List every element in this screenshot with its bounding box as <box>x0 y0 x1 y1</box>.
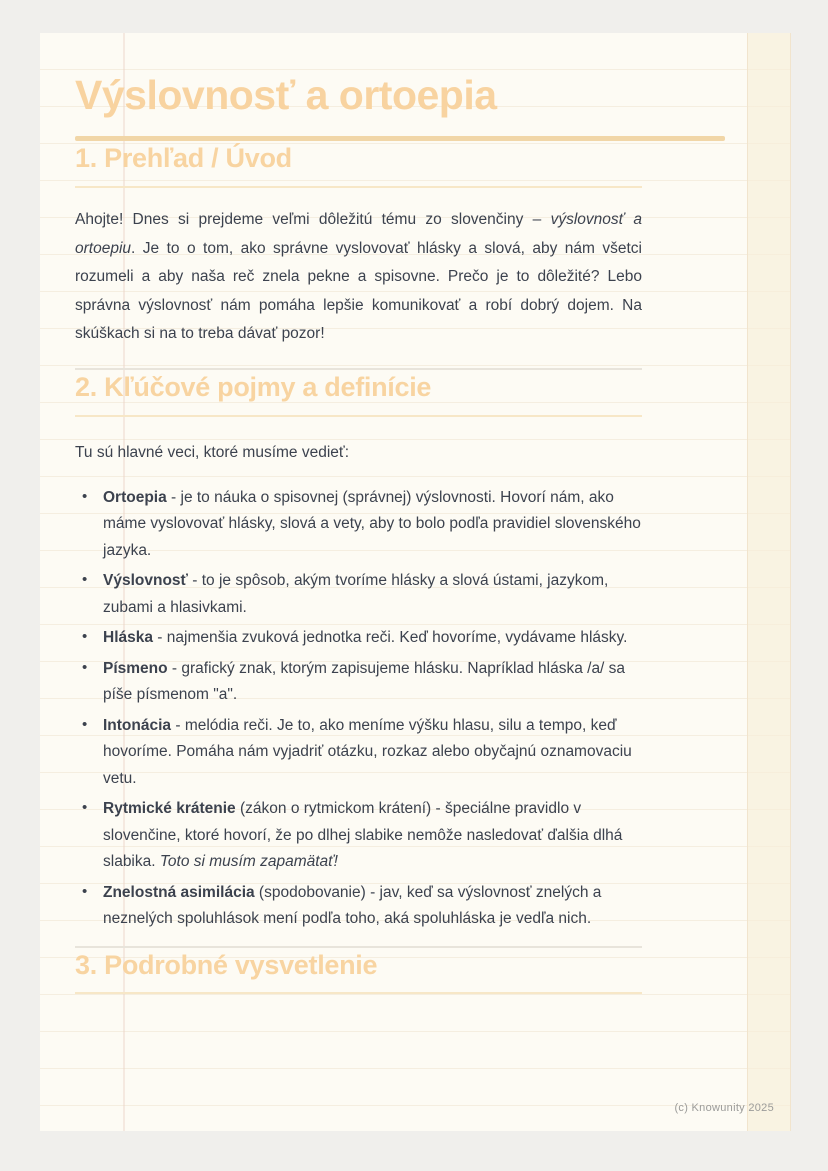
list-item-body <box>103 629 627 646</box>
overview-paragraph <box>75 206 642 349</box>
item-text: (zákon o rytmickom krátení) - špeciálne pravidlo v slovenčine, ktoré hovorí, že po dlhej slabike nemôže nasledovať ďalšia dlhá slabika. <box>103 800 623 870</box>
bullet-list <box>75 485 642 933</box>
list-item-body <box>103 660 625 704</box>
note-card <box>40 33 791 1131</box>
bullet-icon: • <box>82 799 88 816</box>
intro-text: Tu sú hlavné veci, ktoré musíme vedieť: <box>75 443 350 461</box>
term-text: Znelostná asimilácia <box>103 883 255 901</box>
notebook-margin-column <box>747 33 791 1131</box>
paragraph-italic-text: výslovnosť a ortoepiu <box>75 211 643 257</box>
section-detailed-explanation <box>75 948 642 994</box>
list-item <box>75 625 642 652</box>
list-item-body <box>103 489 641 559</box>
bullet-icon: • <box>82 658 88 676</box>
paragraph-text: . Je to o tom, ako správne vyslovovať hlásky a slová, aby nám všetci rozumeli a aby naša reč znela pekne a spisovne. Prečo je to dôležité? Lebo správna výslovnosť nám pomáha lepšie komunikovať a robí dobrý dojem. Na skúškach si na to treba dávať pozor! <box>75 239 642 342</box>
bullet-icon: • <box>82 628 88 645</box>
list-item <box>75 568 642 621</box>
bullet-icon: • <box>82 715 88 733</box>
list-item <box>75 796 642 876</box>
section-heading-overview: 1. Prehľad / Úvod <box>75 143 292 173</box>
term-text: Hláska <box>103 629 153 646</box>
term-text: Rytmické krátenie <box>103 800 236 817</box>
item-text: - grafický znak, ktorým zapisujeme hlásku. Napríklad hláska /a/ sa píše písmenom "a". <box>103 659 626 703</box>
term-text: Písmeno <box>103 659 168 677</box>
list-item-body <box>103 717 632 787</box>
bullet-icon: • <box>82 571 88 588</box>
note-content <box>40 33 642 994</box>
list-item-body <box>103 884 601 928</box>
section-heading-detailed: 3. Podrobné vysvetlenie <box>75 949 378 980</box>
heading-underline <box>75 992 642 994</box>
term-text: Výslovnosť <box>103 572 188 589</box>
item-text: (spodobovanie) - jav, keď sa výslovnosť znelých a neznelých spoluhlások mení podľa toho, aká spoluhláska je vedľa nich. <box>103 883 602 927</box>
list-item-body <box>103 800 622 870</box>
list-item <box>75 656 642 709</box>
item-text: - to je spôsob, akým tvoríme hlásky a slová ústami, jazykom, zubami a hlasivkami. <box>103 572 609 616</box>
section-heading-key-terms: 2. Kľúčové pojmy a definície <box>75 371 432 402</box>
list-item <box>75 713 642 793</box>
heading-underline <box>75 186 642 188</box>
list-item-body <box>103 572 608 616</box>
section-overview <box>75 141 642 349</box>
watermark: (c) Knowunity 2025 <box>674 1102 774 1114</box>
page-title: Výslovnosť a ortoepia <box>75 72 497 118</box>
item-text: - najmenšia zvuková jednotka reči. Keď hovoríme, vydávame hlásky. <box>152 629 628 646</box>
item-text: - je to náuka o spisovnej (správnej) výslovnosti. Hovorí nám, ako máme vyslovovať hlásky, slová a vety, aby to bolo podľa pravidiel slovenského jazyka. <box>103 488 641 559</box>
bullet-icon: • <box>82 487 88 505</box>
heading-underline <box>75 415 642 417</box>
paragraph-text: Ahojte! Dnes si prejdeme veľmi dôležitú tému zo slovenčiny – <box>75 211 551 228</box>
term-text: Ortoepia <box>103 488 167 506</box>
term-text: Intonácia <box>103 716 172 734</box>
section-key-terms <box>75 370 642 933</box>
list-item <box>75 880 642 933</box>
bullet-icon: • <box>82 882 88 900</box>
item-text: - melódia reči. Je to, ako meníme výšku hlasu, silu a tempo, keď hovoríme. Pomáha nám vyjadriť otázku, rozkaz alebo obyčajnú oznamovaciu vetu. <box>103 716 632 787</box>
item-note: Toto si musím zapamätať! <box>159 853 338 870</box>
list-item <box>75 485 642 565</box>
